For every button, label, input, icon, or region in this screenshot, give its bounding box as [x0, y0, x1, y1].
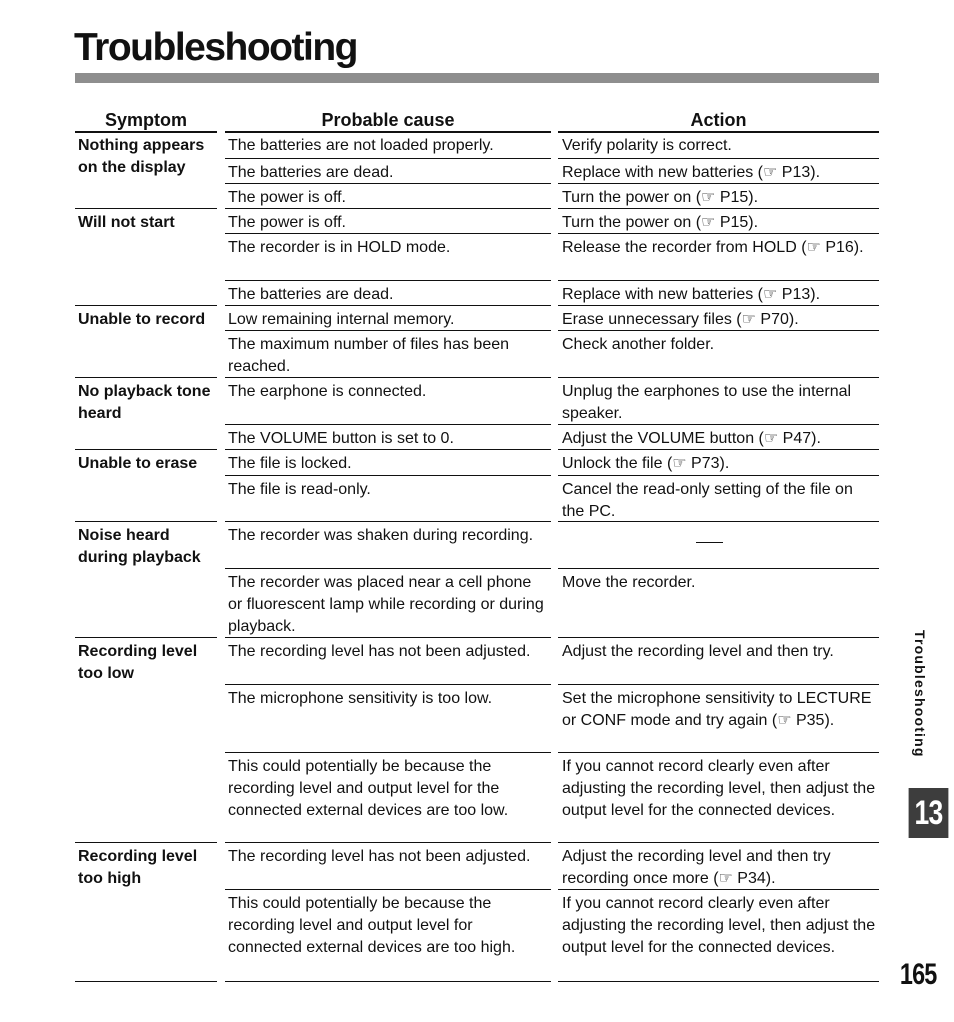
row-rule-action — [558, 637, 879, 638]
cause-cell: The recorder was placed near a cell phone or fluorescent lamp while recording or during playback. — [228, 574, 544, 635]
row-rule-cause — [225, 684, 551, 685]
row-rule-action — [558, 521, 879, 522]
symptom-cell: No playback tone heard — [78, 383, 211, 422]
group-rule-symptom — [75, 637, 217, 638]
row-rule-cause — [225, 637, 551, 638]
action-cell: Turn the power on (☞ P15). — [562, 189, 759, 206]
row-rule-cause — [225, 280, 551, 281]
cause-cell: The file is locked. — [228, 455, 352, 472]
cause-cell: The recording level has not been adjusted. — [228, 848, 531, 865]
cause-cell: The VOLUME button is set to 0. — [228, 430, 454, 447]
row-rule-action — [558, 377, 879, 378]
action-cell: Adjust the VOLUME button (☞ P47). — [562, 430, 821, 447]
symptom-cell: Recording level too high — [78, 848, 198, 887]
row-rule-action — [558, 449, 879, 450]
action-cell: Verify polarity is correct. — [562, 137, 732, 154]
cause-cell: The recording level has not been adjusted. — [228, 643, 531, 660]
cause-cell: The batteries are dead. — [228, 164, 394, 181]
row-rule-cause — [225, 183, 551, 184]
row-rule-action — [558, 330, 879, 331]
action-cell: Unplug the earphones to use the internal speaker. — [562, 383, 852, 422]
symptom-cell: Unable to record — [78, 311, 206, 328]
row-rule-cause — [225, 305, 551, 306]
action-cell: Set the microphone sensitivity to LECTURE or CONF mode and try again (☞ P35). — [562, 690, 872, 729]
row-rule-cause — [225, 449, 551, 450]
group-rule-symptom — [75, 377, 217, 378]
cause-cell: This could potentially be because the recording level and output level for the connected external devices are too low. — [228, 758, 509, 819]
group-rule-symptom — [75, 305, 217, 306]
row-rule-action — [558, 208, 879, 209]
cause-cell: The earphone is connected. — [228, 383, 427, 400]
action-cell: Cancel the read-only setting of the file on the PC. — [562, 481, 853, 520]
action-cell: Replace with new batteries (☞ P13). — [562, 164, 821, 181]
action-cell: If you cannot record clearly even after adjusting the recording level, then adjust the output level for the connected devices. — [562, 895, 876, 956]
page-title: Troubleshooting — [74, 26, 357, 69]
header-rule-symptom — [75, 131, 217, 133]
row-rule-action — [558, 424, 879, 425]
symptom-cell: Unable to erase — [78, 455, 198, 472]
side-section-label: Troubleshooting — [912, 630, 928, 758]
action-cell: Check another folder. — [562, 336, 715, 353]
header-symptom: Symptom — [104, 110, 187, 130]
row-rule-cause — [225, 330, 551, 331]
row-rule-cause — [225, 889, 551, 890]
action-cell: Unlock the file (☞ P73). — [562, 455, 730, 472]
row-rule-cause — [225, 568, 551, 569]
symptom-cell: Noise heard during playback — [78, 527, 201, 566]
header-action: Action — [690, 110, 747, 130]
row-rule-cause — [225, 521, 551, 522]
cause-cell: The power is off. — [228, 214, 346, 231]
cause-cell: Low remaining internal memory. — [228, 311, 455, 328]
cause-cell: The recorder was shaken during recording. — [228, 527, 534, 544]
row-rule-cause — [225, 475, 551, 476]
row-rule-action — [558, 889, 879, 890]
row-rule-cause — [225, 208, 551, 209]
cause-cell: The microphone sensitivity is too low. — [228, 690, 493, 707]
group-rule-symptom — [75, 208, 217, 209]
row-rule-cause — [225, 424, 551, 425]
symptom-cell: Recording level too low — [78, 643, 198, 682]
no-action-dash — [696, 542, 723, 543]
row-rule-action — [558, 233, 879, 234]
group-rule-symptom — [75, 521, 217, 522]
row-rule-cause — [225, 842, 551, 843]
cause-cell: The batteries are dead. — [228, 286, 394, 303]
cause-cell: The maximum number of files has been reached. — [228, 336, 510, 375]
action-cell: If you cannot record clearly even after adjusting the recording level, then adjust the output level for the connected devices. — [562, 758, 876, 819]
row-rule-action — [558, 842, 879, 843]
cause-cell: The file is read-only. — [228, 481, 371, 498]
cause-cell: The batteries are not loaded properly. — [228, 137, 494, 154]
header-probable-cause: Probable cause — [321, 110, 455, 130]
row-rule-action — [558, 280, 879, 281]
header-rule-cause — [225, 131, 551, 133]
bottom-rule-cause — [225, 981, 551, 982]
page-number: 165 — [899, 958, 937, 991]
chapter-tab: 13 — [909, 788, 949, 838]
row-rule-action — [558, 183, 879, 184]
title-underline-bar — [75, 73, 879, 83]
row-rule-action — [558, 475, 879, 476]
row-rule-action — [558, 158, 879, 159]
action-cell: Turn the power on (☞ P15). — [562, 214, 759, 231]
cause-cell: The recorder is in HOLD mode. — [228, 239, 451, 256]
bottom-rule-action — [558, 981, 879, 982]
action-cell: Replace with new batteries (☞ P13). — [562, 286, 821, 303]
action-cell: Move the recorder. — [562, 574, 696, 591]
row-rule-action — [558, 568, 879, 569]
group-rule-symptom — [75, 449, 217, 450]
symptom-cell: Nothing appears on the display — [78, 137, 205, 176]
row-rule-cause — [225, 233, 551, 234]
cause-cell: The power is off. — [228, 189, 346, 206]
group-rule-symptom — [75, 842, 217, 843]
row-rule-action — [558, 305, 879, 306]
row-rule-cause — [225, 752, 551, 753]
row-rule-cause — [225, 158, 551, 159]
bottom-rule-symptom — [75, 981, 217, 982]
action-cell: Erase unnecessary files (☞ P70). — [562, 311, 799, 328]
cause-cell: This could potentially be because the recording level and output level for connected external devices are too high. — [228, 895, 516, 956]
header-rule-action — [558, 131, 879, 133]
row-rule-action — [558, 752, 879, 753]
row-rule-cause — [225, 377, 551, 378]
action-cell: Adjust the recording level and then try recording once more (☞ P34). — [562, 848, 831, 887]
action-cell: Adjust the recording level and then try. — [562, 643, 834, 660]
row-rule-action — [558, 684, 879, 685]
symptom-cell: Will not start — [78, 214, 175, 231]
action-cell: Release the recorder from HOLD (☞ P16). — [562, 239, 864, 256]
